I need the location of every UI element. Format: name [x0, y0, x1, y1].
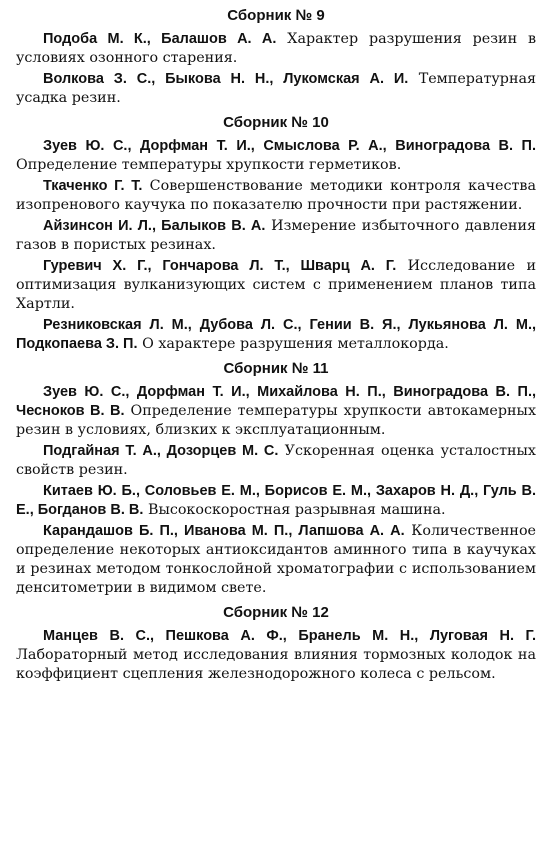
bibliography-entry: [16, 442, 536, 480]
entry-authors: Ткаченко Г. Т.: [43, 178, 143, 194]
entry-authors: Карандашов Б. П., Иванова М. П., Лапшова А. А.: [43, 523, 405, 539]
section-sbornik-9: [16, 6, 536, 108]
bibliography-entry: [16, 482, 536, 520]
entry-title: Исследование и оптимизация вулканизующих систем с применением планов типа Хартли.: [16, 258, 537, 312]
entry-title: Определение температуры хрупкости герметиков.: [16, 157, 402, 173]
bibliography-entry: [16, 316, 536, 354]
entry-title: Измерение избыточного давления газов в пористых резинах.: [16, 218, 536, 253]
bibliography-entry: [16, 383, 536, 440]
bibliography-entry: [16, 257, 536, 314]
entry-authors: Резниковская Л. М., Дубова Л. С., Гении В. Я., Лукьянова Л. М., Подкопаева З. П.: [16, 317, 536, 352]
section-sbornik-10: [16, 113, 536, 354]
bibliography-entry: [16, 137, 536, 175]
section-title: Сборник № 9: [227, 7, 325, 24]
entry-title: Совершенствование методики контроля качества изопренового каучука по показателю прочности при растяжении.: [16, 178, 536, 213]
section-sbornik-12: [16, 603, 536, 684]
section-sbornik-11: [16, 359, 536, 598]
section-title: Сборник № 11: [223, 360, 329, 377]
bibliography-entry: [16, 627, 536, 684]
entry-authors: Подоба М. К., Балашов А. А.: [43, 31, 277, 47]
bibliography-entry: [16, 217, 536, 255]
entry-authors: Манцев В. С., Пешкова А. Ф., Бранель М. Н., Луговая Н. Г.: [43, 628, 536, 644]
entry-authors: Зуев Ю. С., Дорфман Т. И., Михайлова Н. П., Виноградова В. П., Чесноков В. В.: [16, 384, 536, 419]
bibliography-entry: [16, 70, 536, 108]
entry-title: Температурная усадка резин.: [16, 71, 537, 106]
entry-title: Высокоскоростная разрывная машина.: [147, 502, 446, 518]
bibliography-entry: [16, 177, 536, 215]
section-title: Сборник № 12: [223, 604, 329, 621]
entry-authors: Айзинсон И. Л., Балыков В. А.: [43, 218, 266, 234]
entry-title: Лабораторный метод исследования влияния тормозных колодок на коэффициент сцепления железнодорожного колеса с рельсом.: [16, 647, 536, 682]
entry-title: Определение температуры хрупкости автокамерных резин в условиях, близких к эксплуатационным.: [16, 403, 537, 438]
bibliography-entry: [16, 522, 536, 598]
entry-authors: Волкова З. С., Быкова Н. Н., Лукомская А. И.: [43, 71, 409, 87]
entry-authors: Зуев Ю. С., Дорфман Т. И., Смыслова Р. А., Виноградова В. П.: [43, 138, 536, 154]
bibliography-entry: [16, 30, 536, 68]
entry-title: О характере разрушения металлокорда.: [142, 336, 449, 352]
section-title: Сборник № 10: [223, 114, 329, 131]
entry-authors: Китаев Ю. Б., Соловьев Е. М., Борисов Е. М., Захаров Н. Д., Гуль В. Е., Богданов В. В.: [16, 483, 536, 518]
entry-title: Ускоренная оценка усталостных свойств резин.: [16, 443, 536, 478]
entry-authors: Гуревич Х. Г., Гончарова Л. Т., Шварц А. Г.: [43, 258, 397, 274]
document-page: [16, 6, 536, 686]
entry-authors: Подгайная Т. А., Дозорцев М. С.: [43, 443, 279, 459]
entry-title: Количественное определение некоторых антиоксидантов аминного типа в каучуках и резинах методом тонкослойной хроматографии с использованием денситометрии в видимом свете.: [16, 523, 537, 596]
entry-title: Характер разрушения резин в условиях озонного старения.: [16, 31, 536, 66]
